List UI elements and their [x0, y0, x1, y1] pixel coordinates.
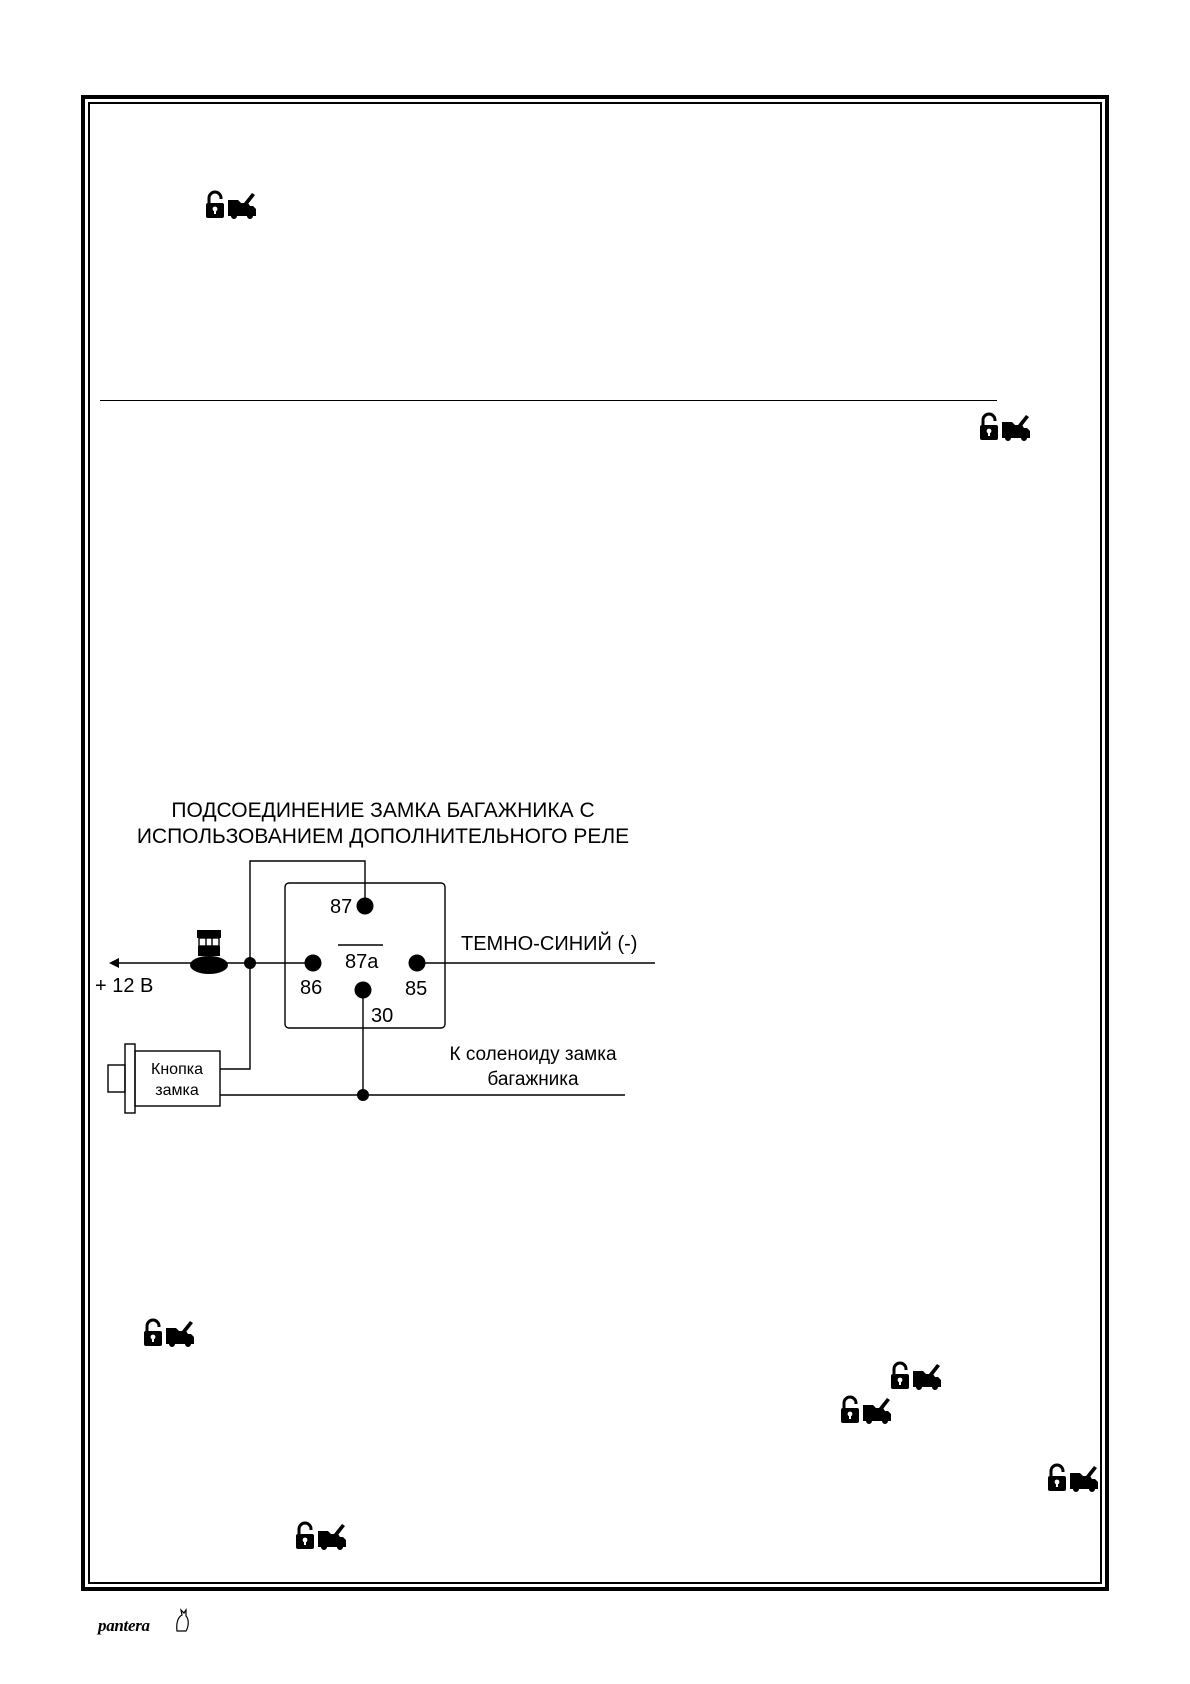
lock-button-flange	[125, 1044, 135, 1113]
pin-30-dot	[355, 982, 372, 999]
supply-arrow	[109, 958, 119, 968]
supply-voltage-label: + 12 В	[95, 975, 154, 997]
trunk-unlock-icon	[1046, 1463, 1100, 1493]
trunk-unlock-icon	[889, 1361, 943, 1391]
diagram-title-line2: ИСПОЛЬЗОВАНИЕМ ДОПОЛНИТЕЛЬНОГО РЕЛЕ	[136, 825, 630, 848]
button-label-line1: Кнопка	[151, 1061, 203, 1078]
junction-dot	[357, 1089, 369, 1101]
dark-blue-wire-label: ТЕМНО-СИНИЙ (-)	[461, 933, 638, 955]
diagram-title-line1: ПОДСОЕДИНЕНИЕ ЗАМКА БАГАЖНИКА С	[171, 799, 595, 822]
brand-logo-text: pantera	[98, 1616, 150, 1635]
pin-30-label: 30	[371, 1005, 394, 1027]
pin-87-dot	[357, 898, 374, 915]
pin-85-label: 85	[405, 978, 428, 1000]
trunk-unlock-icon	[294, 1521, 348, 1551]
fuse-icon	[190, 930, 228, 974]
trunk-relay-wiring-diagram	[95, 790, 675, 1130]
panther-icon	[174, 1607, 192, 1635]
wire-button-top	[220, 963, 250, 1069]
pin-85-dot	[409, 955, 426, 972]
pin-87a-label: 87a	[345, 951, 379, 973]
junction-dot	[244, 957, 256, 969]
trunk-unlock-icon	[204, 190, 258, 220]
button-label-line2: замка	[155, 1082, 199, 1099]
pin-87-label: 87	[330, 896, 353, 918]
pin-86-dot	[305, 955, 322, 972]
solenoid-label-line1: К соленоиду замка	[449, 1044, 617, 1065]
section-divider	[100, 400, 997, 401]
solenoid-label-line2: багажника	[487, 1069, 579, 1090]
trunk-unlock-icon	[978, 412, 1032, 442]
brand-logo	[98, 1607, 194, 1637]
trunk-unlock-icon	[142, 1318, 196, 1348]
lock-button-plunger	[108, 1065, 125, 1092]
trunk-unlock-icon	[839, 1395, 893, 1425]
pin-86-label: 86	[300, 977, 323, 999]
